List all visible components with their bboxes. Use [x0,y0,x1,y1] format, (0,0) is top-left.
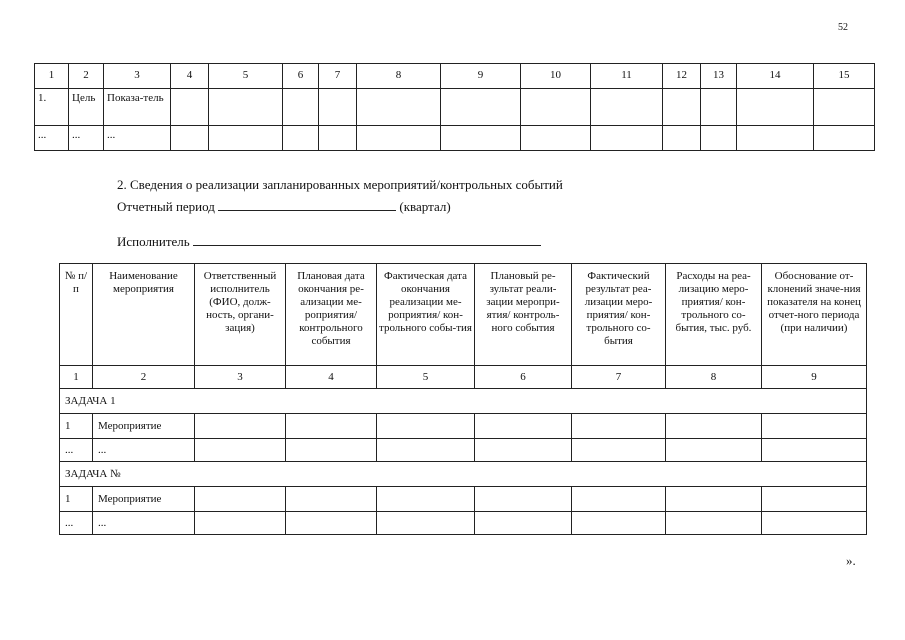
table-cell [171,126,209,151]
table-cell [701,89,737,126]
table-cell [377,439,475,462]
column-number: 8 [357,64,441,89]
column-header: Плановый ре-зультат реали-зации меропри-ятия/ контроль-ного события [475,264,572,366]
period-blank [218,197,396,211]
column-number: 12 [663,64,701,89]
table-cell [762,487,867,512]
table-cell [591,126,663,151]
table-cell [762,512,867,535]
table-cell [377,512,475,535]
column-header: Фактический результат реа-лизации меро-приятия/ кон-трольного со-бытия [572,264,666,366]
table-cell [591,89,663,126]
page-number: 52 [838,22,848,33]
column-number: 9 [762,366,867,389]
table-cell [357,126,441,151]
column-number: 13 [701,64,737,89]
column-header: Плановая дата окончания ре-ализации ме-роприятия/ контрольного события [286,264,377,366]
table-cell [521,89,591,126]
table-cell [286,487,377,512]
table-cell: ... [69,126,104,151]
column-number: 8 [666,366,762,389]
column-header: Фактическая дата окончания реализации ме-роприятия/ кон-трольного собы-тия [377,264,475,366]
table-row [35,89,875,126]
table-cell [762,414,867,439]
table-cell [737,89,814,126]
table-cell [572,414,666,439]
item-number: 1 [60,414,93,439]
table-cell [286,512,377,535]
column-number: 4 [171,64,209,89]
table-cell: ... [60,439,93,462]
table-row [60,439,867,462]
table-row [35,126,875,151]
item-name: Мероприятие [93,414,195,439]
table-cell: ... [35,126,69,151]
table-cell [572,512,666,535]
table-cell [666,487,762,512]
column-header: Ответственный исполнитель (ФИО, долж-ность, органи-зация) [195,264,286,366]
table-header-row [60,264,867,366]
table-cell [475,487,572,512]
column-number: 3 [104,64,171,89]
column-number: 14 [737,64,814,89]
table-cell [283,89,319,126]
column-header: Наименование мероприятия [93,264,195,366]
table-cell: ... [93,512,195,535]
table-cell [377,487,475,512]
table-cell [195,512,286,535]
table-cell [195,487,286,512]
closing-quote: ». [846,553,856,568]
table-cell [475,439,572,462]
executor-line [117,232,541,250]
table-cell [441,126,521,151]
table-cell: ... [93,439,195,462]
table-cell [814,126,875,151]
section-heading: 2. Сведения о реализации запланированных мероприятий/контрольных событий [117,177,563,192]
table-cell [195,414,286,439]
table-cell [663,126,701,151]
column-number: 11 [591,64,663,89]
table-cell [319,126,357,151]
task-row [60,389,867,414]
activities-table [59,263,867,535]
table-cell: Показа-тель [104,89,171,126]
item-name: Мероприятие [93,487,195,512]
table-cell [286,414,377,439]
table-cell [286,439,377,462]
column-number: 7 [572,366,666,389]
table-cell [572,487,666,512]
item-number: 1 [60,487,93,512]
table-cell [475,512,572,535]
task-row [60,462,867,487]
column-number: 1 [35,64,69,89]
table-cell [319,89,357,126]
column-number: 7 [319,64,357,89]
table-cell [521,126,591,151]
period-label: Отчетный период [117,199,215,214]
period-suffix: (квартал) [399,199,451,214]
reporting-period-line [117,197,451,215]
column-numbers-row [60,366,867,389]
table-cell [441,89,521,126]
table-cell [762,439,867,462]
column-number: 5 [377,366,475,389]
task-label: ЗАДАЧА 1 [60,389,867,414]
column-header: № п/п [60,264,93,366]
table-cell [814,89,875,126]
table-cell [663,89,701,126]
table-cell: Цель [69,89,104,126]
table-header-row [35,64,875,89]
table-cell: 1. [35,89,69,126]
executor-label: Исполнитель [117,234,190,249]
table-cell [209,89,283,126]
column-header: Расходы на реа-лизацию меро-приятия/ кон-трольного со-бытия, тыс. руб. [666,264,762,366]
table-cell [195,439,286,462]
table-cell [209,126,283,151]
table-cell: ... [104,126,171,151]
table-cell [377,414,475,439]
column-number: 5 [209,64,283,89]
table-cell [666,439,762,462]
table-cell [701,126,737,151]
column-number: 2 [93,366,195,389]
table-row [60,512,867,535]
column-number: 10 [521,64,591,89]
table-cell [357,89,441,126]
column-number: 1 [60,366,93,389]
column-number: 15 [814,64,875,89]
executor-blank [193,232,541,246]
table-cell [572,439,666,462]
column-number: 2 [69,64,104,89]
column-number: 3 [195,366,286,389]
table-cell [666,414,762,439]
table-cell [171,89,209,126]
table-cell: ... [60,512,93,535]
table-cell [737,126,814,151]
table-cell [475,414,572,439]
table-row [60,414,867,439]
indicator-table [34,63,875,151]
column-number: 4 [286,366,377,389]
column-header: Обоснование от-клонений значе-ния показателя на конец отчет-ного периода (при наличии) [762,264,867,366]
column-number: 6 [283,64,319,89]
column-number: 6 [475,366,572,389]
column-number: 9 [441,64,521,89]
task-label: ЗАДАЧА № [60,462,867,487]
table-row [60,487,867,512]
table-cell [283,126,319,151]
table-cell [666,512,762,535]
